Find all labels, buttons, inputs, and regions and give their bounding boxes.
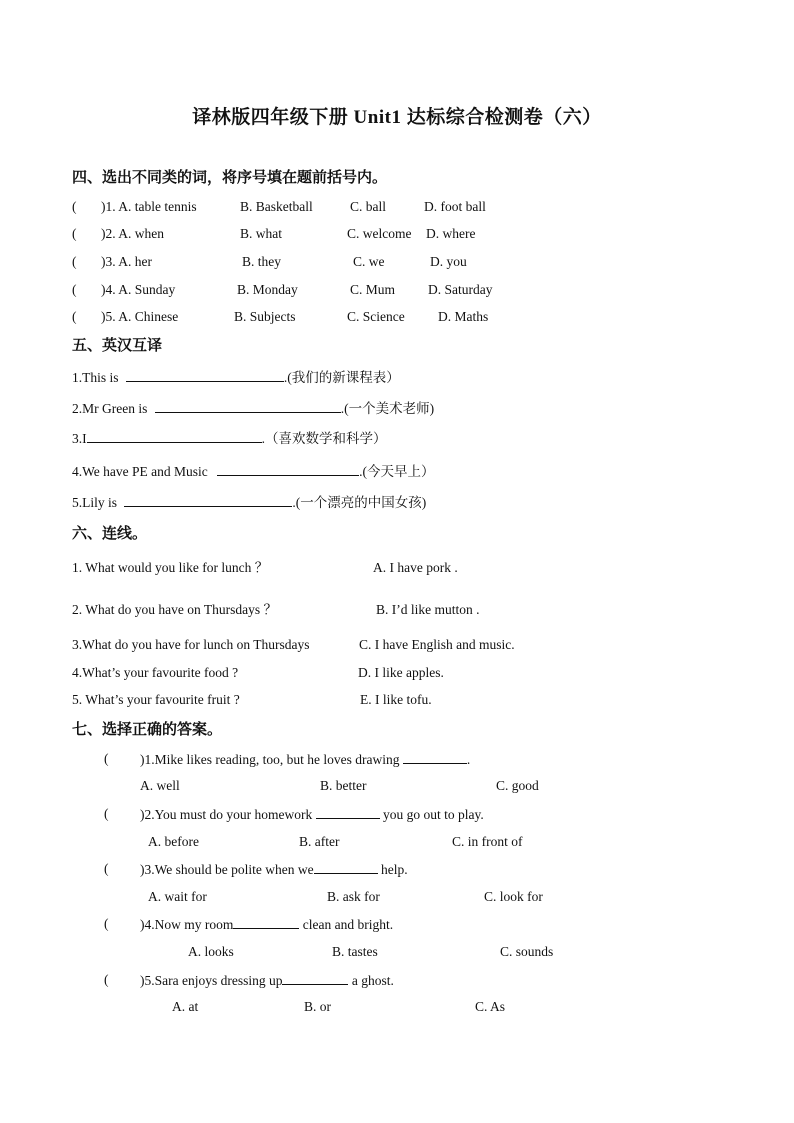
- question-stem: [140, 749, 470, 770]
- stem-text: )1.Mike likes reading, too, but he loves drawing: [140, 752, 400, 767]
- option-b: B. Subjects: [234, 309, 296, 324]
- option-a: A. wait for: [148, 889, 207, 904]
- hint-text: .(今天早上）: [359, 464, 435, 479]
- option-c: C. in front of: [452, 834, 523, 849]
- option-a: A. well: [140, 778, 180, 793]
- question-stem: )5. A. Chinese: [101, 309, 179, 324]
- stem-end: clean and bright.: [302, 917, 394, 932]
- question-stem: )1. A. table tennis: [101, 199, 197, 214]
- option-c: C. Science: [347, 309, 405, 324]
- stem-end: .: [466, 752, 471, 767]
- answer-paren: (: [104, 972, 109, 987]
- answer-blank[interactable]: [126, 367, 284, 382]
- matching-question: 5. What’s your favourite fruit ?: [72, 692, 240, 707]
- sec5-item-4: [72, 461, 435, 481]
- section-5-heading: 五、英汉互译: [72, 338, 163, 354]
- option-d: D. foot ball: [424, 199, 486, 214]
- option-b: B. or: [304, 999, 331, 1014]
- answer-blank[interactable]: [217, 461, 359, 476]
- stem-text: )5.Sara enjoys dressing up: [140, 973, 283, 988]
- hint-text: .（喜欢数学和科学）: [261, 431, 387, 446]
- question-stem: )3. A. her: [101, 254, 152, 269]
- option-c: C. we: [353, 254, 385, 269]
- matching-question: 4.What’s your favourite food ?: [72, 665, 239, 680]
- answer-paren: (: [72, 282, 77, 297]
- option-b: B. after: [299, 834, 340, 849]
- sentence-prefix: 3.I: [72, 431, 87, 446]
- answer-blank[interactable]: [314, 859, 378, 874]
- answer-blank[interactable]: [233, 914, 299, 929]
- option-c: C. ball: [350, 199, 386, 214]
- option-a: A. before: [148, 834, 199, 849]
- matching-question: 3.What do you have for lunch on Thursdays: [72, 637, 310, 652]
- option-c: C. Mum: [350, 282, 396, 297]
- option-c: C. look for: [484, 889, 543, 904]
- question-stem: [140, 859, 408, 880]
- section-6-heading: 六、连线。: [72, 526, 148, 542]
- option-b: B. ask for: [327, 889, 380, 904]
- matching-question: 1. What would you like for lunch ？: [72, 560, 269, 575]
- answer-blank[interactable]: [124, 492, 292, 507]
- option-b: B. what: [240, 226, 282, 241]
- option-a: A. at: [172, 999, 199, 1014]
- answer-paren: (: [104, 806, 109, 821]
- matching-answer: E. I like tofu.: [360, 692, 432, 707]
- sentence-prefix: 2.Mr Green is: [72, 401, 148, 416]
- section-7-heading: 七、选择正确的答案。: [72, 722, 223, 738]
- stem-text: )3.We should be polite when we: [140, 862, 314, 877]
- sec5-item-3: [72, 428, 387, 448]
- option-a: A. looks: [188, 944, 234, 959]
- option-c: C. sounds: [500, 944, 554, 959]
- matching-answer: C. I have English and music.: [359, 637, 515, 652]
- sentence-prefix: 5.Lily is: [72, 495, 118, 510]
- sentence-prefix: 1.This is: [72, 370, 119, 385]
- option-d: D. Saturday: [428, 282, 493, 297]
- option-d: D. Maths: [438, 309, 489, 324]
- stem-end: help.: [381, 862, 408, 877]
- answer-paren: (: [104, 751, 109, 766]
- option-b: B. Basketball: [240, 199, 313, 214]
- matching-answer: D. I like apples.: [358, 665, 444, 680]
- option-c: C. As: [475, 999, 506, 1014]
- option-b: B. better: [320, 778, 367, 793]
- stem-text: )2.You must do your homework: [140, 807, 313, 822]
- matching-answer: A. I have pork .: [373, 560, 458, 575]
- hint-text: .(一个美术老师): [340, 401, 435, 416]
- question-stem: [140, 914, 393, 935]
- section-4-heading: 四、选出不同类的词，将序号填在题前括号内。: [72, 170, 388, 186]
- sec5-item-2: [72, 398, 434, 418]
- hint-text: .(一个漂亮的中国女孩): [292, 495, 427, 510]
- answer-blank[interactable]: [316, 804, 380, 819]
- answer-paren: (: [104, 916, 109, 931]
- option-d: D. you: [430, 254, 467, 269]
- question-stem: )4. A. Sunday: [101, 282, 176, 297]
- stem-end: you go out to play.: [383, 807, 484, 822]
- question-stem: [140, 804, 484, 825]
- question-stem: [140, 970, 394, 991]
- question-stem: )2. A. when: [101, 226, 164, 241]
- stem-text: )4.Now my room: [140, 917, 234, 932]
- answer-paren: (: [72, 309, 77, 324]
- option-b: B. Monday: [237, 282, 298, 297]
- answer-blank[interactable]: [155, 398, 341, 413]
- sec5-item-5: [72, 492, 426, 512]
- answer-blank[interactable]: [87, 428, 262, 443]
- option-c: C. welcome: [347, 226, 412, 241]
- answer-blank[interactable]: [403, 749, 467, 764]
- answer-paren: (: [72, 199, 77, 214]
- answer-paren: (: [72, 254, 77, 269]
- page-title: 译林版四年级下册 Unit1 达标综合检测卷（六）: [192, 107, 602, 128]
- answer-paren: (: [104, 861, 109, 876]
- option-b: B. tastes: [332, 944, 378, 959]
- option-d: D. where: [426, 226, 476, 241]
- option-b: B. they: [242, 254, 281, 269]
- option-c: C. good: [496, 778, 539, 793]
- matching-question: 2. What do you have on Thursdays ？: [72, 602, 277, 617]
- stem-end: a ghost.: [351, 973, 394, 988]
- sentence-prefix: 4.We have PE and Music: [72, 464, 208, 479]
- answer-blank[interactable]: [282, 970, 348, 985]
- hint-text: .(我们的新课程表）: [283, 370, 400, 385]
- sec5-item-1: [72, 367, 400, 387]
- answer-paren: (: [72, 226, 77, 241]
- matching-answer: B. I’d like mutton .: [376, 602, 480, 617]
